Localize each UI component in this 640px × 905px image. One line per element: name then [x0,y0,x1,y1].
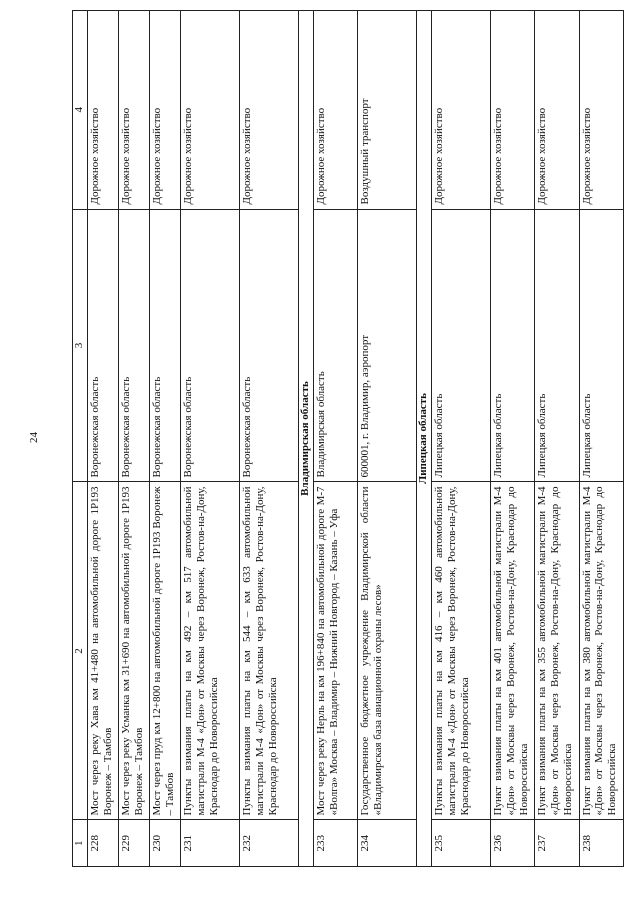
object-sector: Дорожное хозяйство [535,11,579,210]
object-sector: Дорожное хозяйство [87,11,119,210]
object-sector: Дорожное хозяйство [119,11,150,210]
object-description: Мост через реку Хава км 41+480 на автомобильной дороге 1Р193 Воронеж – Тамбов [87,482,119,820]
row-number: 238 [579,820,623,867]
column-header: 4 [73,11,88,210]
table-row [239,11,298,867]
row-number: 234 [357,820,416,867]
object-description: Пункт взимания платы на км 355 автомобильной магистрали М-4 «Дон» от Москвы через Воронеж, Ростов-на-Дону, Краснодар до Новороссийска [535,482,579,820]
object-sector: Дорожное хозяйство [431,11,490,210]
objects-table [72,10,624,867]
object-description: Пункты взимания платы на км 416 – км 460 автомобильной магистрали М-4 «Дон» от Москвы через Воронеж, Ростов-на-Дону, Краснодар до Новороссийска [431,482,490,820]
table-row [150,11,181,867]
table-header-row [73,11,88,867]
table-row [119,11,150,867]
row-number: 237 [535,820,579,867]
object-sector: Дорожное хозяйство [579,11,623,210]
object-location: Воронежская область [119,209,150,482]
object-sector: Дорожное хозяйство [180,11,239,210]
row-number: 229 [119,820,150,867]
row-number: 235 [431,820,490,867]
object-sector: Воздушный транспорт [357,11,416,210]
object-location: Воронежская область [87,209,119,482]
table-row [313,11,357,867]
object-description: Мост через реку Усманка км 31+690 на автомобильной дороге 1Р193 Воронеж – Тамбов [119,482,150,820]
object-description: Пункт взимания платы на км 380 автомобильной магистрали М-4 «Дон» от Москвы через Воронеж, Ростов-на-Дону, Краснодар до Новороссийска [579,482,623,820]
section-title: Липецкая область [417,11,432,867]
object-sector: Дорожное хозяйство [150,11,181,210]
section-header-row [417,11,432,867]
table-row [490,11,534,867]
object-location: Воронежская область [180,209,239,482]
row-number: 228 [87,820,119,867]
object-description: Мост через пруд км 12+800 на автомобильной дороге 1Р193 Воронеж – Тамбов [150,482,181,820]
column-header: 1 [73,820,88,867]
table-row [180,11,239,867]
document-table-wrapper [72,10,624,867]
object-location: Владимирская область [313,209,357,482]
object-location: Липецкая область [431,209,490,482]
object-location: Липецкая область [490,209,534,482]
page-number: 24 [28,432,40,443]
object-location: Липецкая область [535,209,579,482]
column-header: 2 [73,482,88,820]
table-row [431,11,490,867]
object-sector: Дорожное хозяйство [490,11,534,210]
row-number: 236 [490,820,534,867]
object-sector: Дорожное хозяйство [313,11,357,210]
object-description: Пункты взимания платы на км 544 – км 633 автомобильной магистрали М-4 «Дон» от Москвы через Воронеж, Ростов-на-Дону, Краснодар до Новороссийска [239,482,298,820]
object-location: Липецкая область [579,209,623,482]
table-row [579,11,623,867]
object-location: Воронежская область [239,209,298,482]
row-number: 233 [313,820,357,867]
object-location: Воронежская область [150,209,181,482]
row-number: 232 [239,820,298,867]
object-sector: Дорожное хозяйство [239,11,298,210]
object-description: Пункт взимания платы на км 401 автомобильной магистрали М-4 «Дон» от Москвы через Воронеж, Ростов-на-Дону, Краснодар до Новороссийска [490,482,534,820]
section-header-row [298,11,313,867]
section-title: Владимирская область [298,11,313,867]
table-row [535,11,579,867]
row-number: 231 [180,820,239,867]
object-description: Мост через реку Нерль на км 196+840 на автомобильной дороге М-7 «Волга» Москва – Владимир – Нижний Новгород – Казань – Уфа [313,482,357,820]
column-header: 3 [73,209,88,482]
table-row [87,11,119,867]
row-number: 230 [150,820,181,867]
table-row [357,11,416,867]
object-description: Государственное бюджетное учреждение Владимирской области «Владимирская база авиационной охраны лесов» [357,482,416,820]
object-location: 600001, г. Владимир, аэропорт [357,209,416,482]
object-description: Пункты взимания платы на км 492 – км 517 автомобильной магистрали М-4 «Дон» от Москвы через Воронеж, Ростов-на-Дону, Краснодар до Новороссийска [180,482,239,820]
